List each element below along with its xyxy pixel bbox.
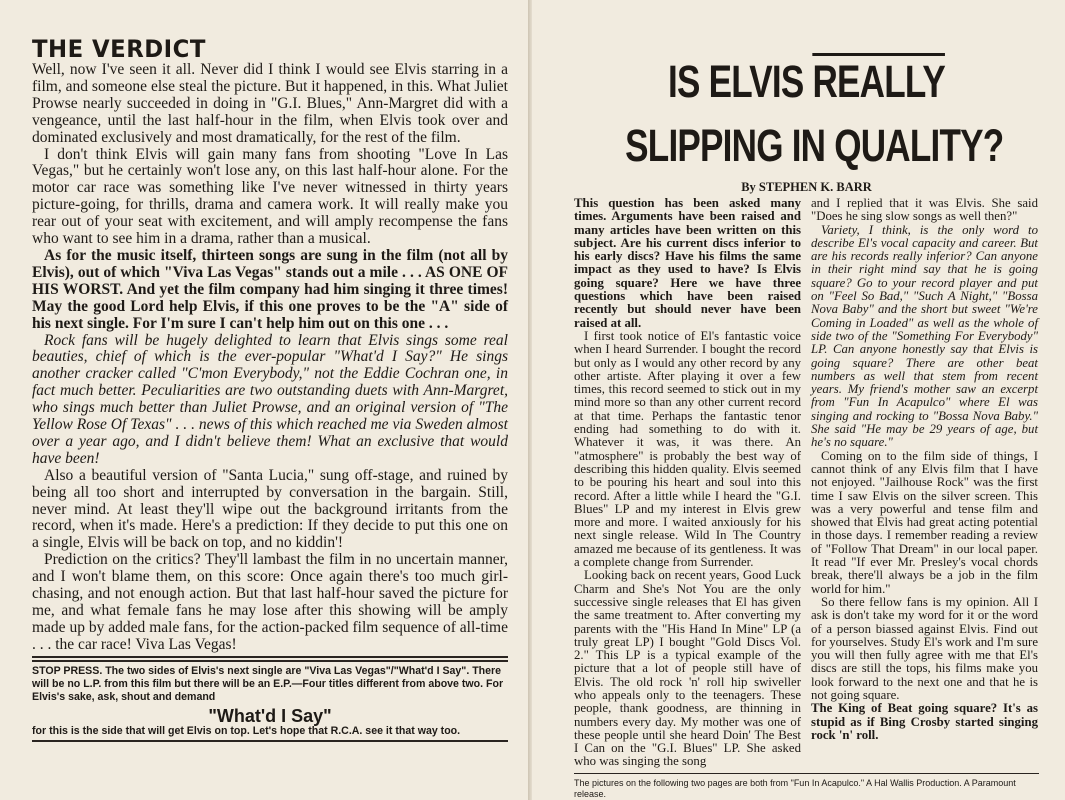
article-paragraph: Variety, I think, is the only word to describe El's vocal capacity and career. But are his records really inferior? Can anyone in their right mind say that he is going square? Go to your record player and put on "Feel So Bad," "Such A Night," "Bossa Nova Baby" and the short but sweet "We're Coming in Loaded" as well as the whole of side two of the "Something For Everybody" LP. Can anyone honestly say that Elvis is going square? There are other beat numbers as well that stem from recent years. My friend's mother saw an excerpt from "Fun In Acapulco" where El was singing and rocking to "Bossa Nova Baby." She said "He may be 29 years of age, but he's no square."	[811, 222, 1038, 450]
headline-line-1	[625, 50, 988, 114]
verdict-title: THE VERDICT	[32, 35, 206, 63]
article-closing: The King of Beat going square? It's as stupid as if Bing Crosby started singing rock 'n' roll.	[811, 701, 1038, 742]
verdict-body	[32, 62, 508, 658]
article-columns	[574, 197, 1039, 769]
photo-caption: The pictures on the following two pages are both from "Fun In Acapulco." A Hal Wallis Production. A Paramount release.	[574, 773, 1039, 800]
article-paragraph: Looking back on recent years, Good Luck Charm and She's Not You are the only successive single releases that El has given the same treatment to. After converting my parents with the "His Hand In Mine" LP (a truly great LP) I bought "Gold Discs Vol. 2." This LP is a typical example of the picture that a lot of people still have of Elvis. The old rock 'n' roll hip swiveller who appeals only to the teenagers. These people, thank goodness, are thinning in numbers every day. My mother was one of these people until she heard Doin' The Best I Can on the "G.I. Blues" LP. She asked who was singing the song	[574, 568, 801, 769]
right-page	[532, 0, 1065, 800]
verdict-paragraph: As for the music itself, thirteen songs are sung in the film (not all by Elvis), out of which "Viva Las Vegas" stands out a mile . . . AS ONE OF HIS WORST. And yet the film company had him singing it three times! May the good Lord help Elvis, if this one proves to be the "A" side of his next single. For I'm sure I can't help him out on this one . . .	[32, 246, 508, 332]
headline-text: IS ELVIS	[668, 56, 813, 107]
verdict-paragraph: Rock fans will be hugely delighted to learn that Elvis sings some real beauties, chief of which is the ever-popular "What'd I Say?" He sings another cracker called "C'mon Everybody," not the Eddie Cochran one, in fact much better. Peculiarities are two outstanding duets with Ann-Margret, who sings much better than Juliet Prowse, and an original version of "The Yellow Rose Of Texas" . . . news of this which reached me via Sweden almost over a year ago, and I didn't believe them! What an exclusive that would have been!	[32, 331, 508, 467]
verdict-paragraph: Prediction on the critics? They'll lambast the film in no uncertain manner, and I won't blame them, on this score: Once again there's too much girl-chasing, and not enough action. But that last half-hour saved the picture for me, and what female fans he may lose after this showing will be amply made up by added male fans, for the action-packed film sequence of all-time . . . the car race! Viva Las Vegas!	[32, 551, 508, 653]
verdict-paragraph: Also a beautiful version of "Santa Lucia," sung off-stage, and ruined by being all too short and interrupted by conversation in the bargain. Still, never mind. At least they'll wipe out the background irritants from the record, when it's made. Here's a prediction: If they decide to put this one on a single, Elvis will be back on top, and no kiddin'!	[32, 466, 508, 552]
article-paragraph: I first took notice of El's fantastic voice when I heard Surrender. I bought the record but only as I would any other record by any other artiste. After playing it over a few times, this record seemed to stick out in my mind more so than any other current record at that time. Perhaps the fantastic tenor ending had something to do with it. Whatever it was, it was there. An "atmosphere" is probably the best way of describing this hidden quality. Elvis seemed to be pouring his heart and soul into this record. After a little while I heard the "G.I. Blues" LP and my interest in Elvis grew more and more. I waited anxiously for his next single release. Wild In The Country amazed me because of its gentleness. It was a complete change from Surrender.	[574, 328, 801, 570]
article-column-1	[574, 197, 801, 769]
article-paragraph: Coming on to the film side of things, I cannot think of any Elvis film that I have not enjoyed. "Jailhouse Rock" was the first time I saw Elvis on the silver screen. This was a very powerful and tense film and showed that Elvis had great acting potential in those days. I remember reading a review of "Follow That Dream" in our local paper. It read "If ever Mr. Presley's vocal chords break, there'll always be a job in the film world for him."	[811, 448, 1038, 596]
whatd-i-say-heading: "What'd I Say"	[208, 705, 332, 726]
article-paragraph: So there fellow fans is my opinion. All I ask is don't take my word for it or the word of a person biassed against Elvis. Find out for yourselves. Study El's work and I'm sure you will then fully agree with me that El's discs are still the tops, his films make you look forward to the next one and that he is not going square.	[811, 594, 1038, 702]
byline: By STEPHEN K. BARR	[741, 180, 872, 194]
verdict-paragraph: I don't think Elvis will gain many fans from shooting "Love In Las Vegas," but he certainly won't lose any, on this last half-hour alone. For the motor car race was something like I've never witnessed in thirty years picture-going, for thrills, drama and camera work. It will really make you rear out of your seat with excitement, and will amply recompense the fans who want to see him in a drama, rather than a musical.	[32, 145, 508, 248]
headline-line-2: SLIPPING IN QUALITY?	[625, 120, 1004, 171]
article-intro: This question has been asked many times. Arguments have been raised and many articles have been written on this subject. Are his current discs inferior to his early discs? Have his films the same impact as they used to have? Is Elvis going square? Here we have three questions which have been raised recently but should never have been raised at all.	[574, 196, 801, 330]
article-column-2	[811, 197, 1038, 769]
stop-press-text: STOP PRESS. The two sides of Elvis's next single are "Viva Las Vegas"/"What'd I Say". There will be no L.P. from this film but there will be an E.P.—Four titles different from above two. For Elvis's sake, ask, shout and demand	[32, 664, 504, 703]
stop-press-closing: for this is the side that will get Elvis on top. Let's hope that R.C.A. see it that way too.	[32, 725, 508, 742]
left-page	[0, 0, 532, 800]
headline-really: REALLY	[812, 53, 945, 107]
stop-press-box	[32, 660, 508, 742]
verdict-paragraph: Well, now I've seen it all. Never did I think I would see Elvis starring in a film, and someone else steal the picture. But it happened, in this. What Juliet Prowse nearly succeeded in doing in "G.I. Blues," Ann-Margret did with a vengeance, until the last half-hour in the film, when Elvis took over and dominated exclusively and most dramatically, for the rest of the film.	[32, 61, 508, 146]
article-paragraph: and I replied that it was Elvis. She said "Does he sing slow songs as well then?"	[811, 196, 1038, 224]
